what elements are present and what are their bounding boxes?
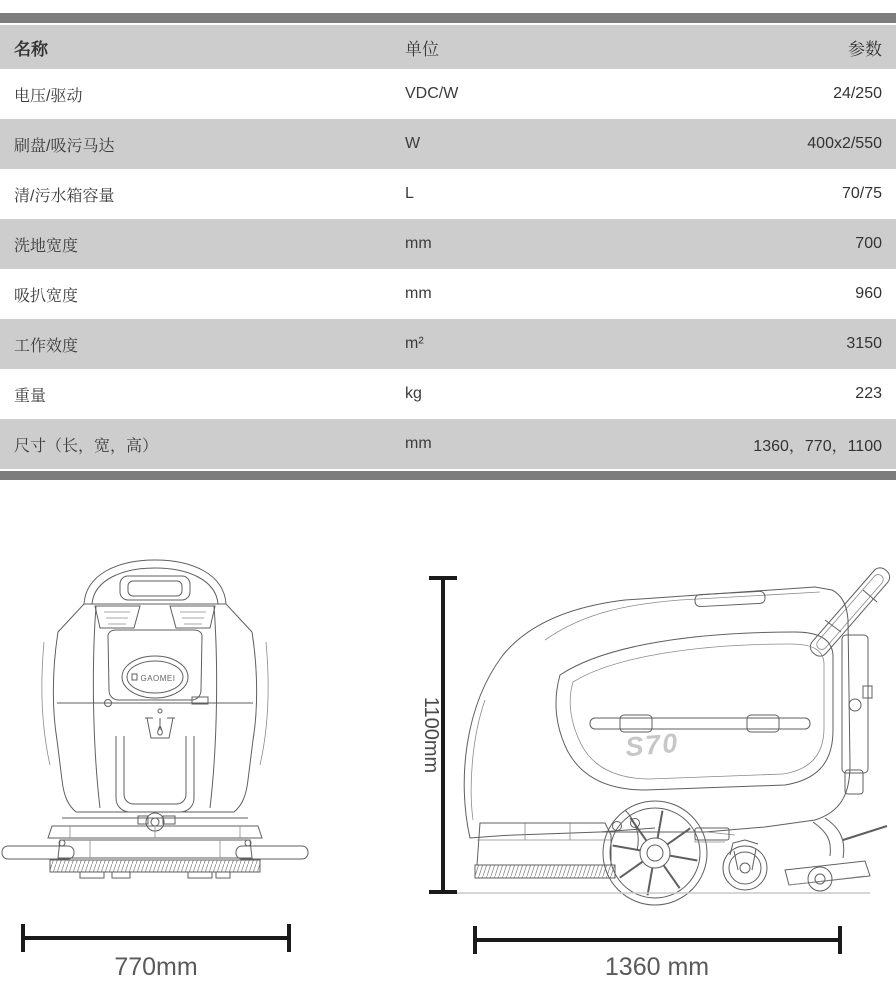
spec-value: 223 [855,385,882,402]
width-dimension [23,924,289,952]
spec-value: 3150 [846,335,882,352]
model-label: S70 [623,727,681,763]
spec-value: 700 [855,235,882,252]
spec-value: 1360，770，1100 [753,437,882,455]
spec-name: 重量 [14,387,47,405]
spec-name: 吸扒宽度 [14,287,79,305]
water-fill-icon [145,709,175,738]
brand-badge [122,656,188,698]
table-row [0,419,896,469]
spec-table [0,25,896,469]
spec-value: 960 [855,285,882,302]
column-header-value: 参数 [848,39,882,59]
spec-unit: mm [405,235,432,252]
drive-wheel [603,801,707,905]
spec-name: 尺寸（长，宽，高） [14,437,159,455]
spec-name: 电压/驱动 [14,87,83,105]
table-row [0,169,896,219]
length-dimension-label: 1360 mm [604,953,710,981]
spec-unit: mm [405,435,432,452]
spec-unit: mm [405,285,432,302]
side-view-drawing [395,540,896,986]
spec-name: 刷盘/吸污马达 [14,137,115,155]
table-header-row [0,25,896,69]
spec-unit: VDC/W [405,85,459,102]
spec-value: 400x2/550 [807,135,882,152]
spec-unit: W [405,135,421,152]
bottom-separator-bar [0,471,896,480]
width-dimension-label: 770mm [114,953,198,981]
top-separator-bar [0,13,896,23]
length-dimension [475,926,840,954]
column-header-unit: 单位 [405,39,439,59]
table-row [0,269,896,319]
table-row [0,119,896,169]
table-row [0,369,896,419]
brand-text: GAOMEI [140,674,176,683]
spec-name: 工作效度 [14,337,79,355]
spec-name: 洗地宽度 [14,237,79,255]
spec-unit: m² [405,335,424,352]
spec-value: 70/75 [841,185,882,202]
table-row [0,219,896,269]
height-dimension-label: 1100mm [420,696,442,774]
spec-unit: L [405,185,414,202]
spec-value: 24/250 [833,85,882,102]
front-view-drawing [0,540,330,986]
squeegee [785,818,887,891]
spec-unit: kg [405,385,422,402]
caster-wheel [723,840,767,890]
table-row [0,319,896,369]
table-row [0,69,896,119]
column-header-name: 名称 [14,39,48,59]
spec-name: 清/污水箱容量 [14,187,115,205]
